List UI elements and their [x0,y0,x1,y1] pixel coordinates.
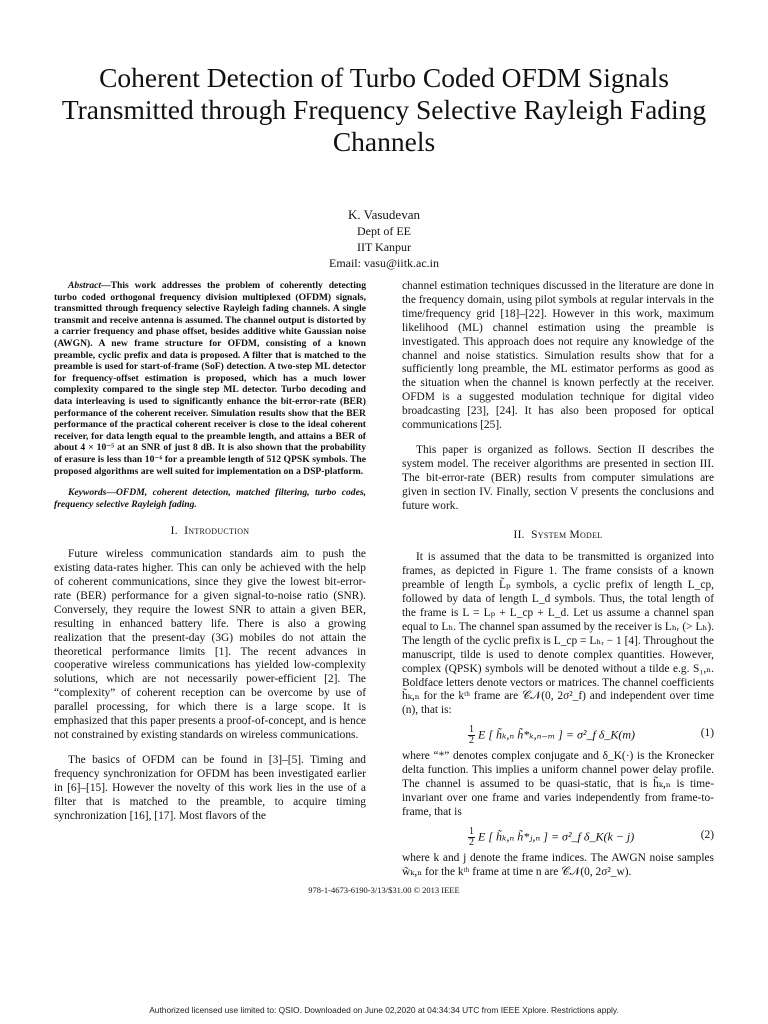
intro-paragraph-2: The basics of OFDM can be found in [3]–[5]. Timing and frequency synchronization for OFDM has been investigated earlier in [6]–[15]. However the novelty of this work lies in the use of a filter that is matched to the preamble, to acquire timing synchronization [16], [17]. Most flavors of the [54,753,366,822]
author-name: K. Vasudevan [348,207,420,222]
abstract [54,280,366,477]
keywords: Keywords—OFDM, coherent detection, matched filtering, turbo codes, frequency selective Rayleigh fading. [54,487,366,510]
author-email: Email: vasu@iitk.ac.in [328,256,440,270]
right-paragraph-2: This paper is organized as follows. Section II describes the system model. The receiver algorithms are presented in section III. The bit-error-rate (BER) results from computer simulations are given in section IV. Finally, section V presents the conclusions and future work. [402,443,714,512]
paper-title: Coherent Detection of Turbo Coded OFDM Signals Transmitted through Frequency Selective Rayleigh Fading Channels [61,62,707,157]
fraction: $\frac{1}{2}$ [469,724,474,747]
copyright-footer: 978-1-4673-6190-3/13/$31.00 © 2013 IEEE [308,885,460,895]
intro-paragraph-1: Future wireless communication standards aim to push the existing data-rates higher. This can only be achieved with the help of coherent communications, since they give the lowest bit-error-rate (BER) performance for a given signal-to-noise ratio (SNR). Conversely, they require the lowest SNR to attain a given BER, resulting in enhanced battery life. There is also a growing realization that the present-day (3G) mobiles do not attain the theoretical performance limits [1]. The recent advances in cooperative wireless communications has yielded low-complexity solutions, which are not necessarily power-efficient [2]. The “complexity” of coherent reception can be overcome by use of parallel processing, for which there is a large scope. It is emphasized that this paper presents a proof-of-concept, and is hence not constrained by existing standards on wireless communications. [54,548,366,741]
system-paragraph-2: where “*” denotes complex conjugate and δ_K(·) is the Kronecker delta function. This implies a uniform channel power delay profile. The channel is assumed to be quasi-static, that is h̃ₖ,ₙ is time-invariant over one frame and varies independently from frame-to-frame, that is [402,750,714,818]
fraction: $\frac{1}{2}$ [469,825,474,848]
system-paragraph-1: It is assumed that the data to be transmitted is organized into frames, as depicted in Figure 1. The frame consists of a known preamble of length L̃ₚ symbols, a cyclic prefix of length L_cp, followed by data of length L_d symbols. Thus, the total length of the frame is L = Lₚ + L_cp + L_d. Let us assume a channel span equal to Lₕ. The channel span assumed by the receiver is Lₕᵣ (> Lₕ). The length of the cyclic prefix is L_cp = Lₕᵣ − 1 [4]. Throughout the manuscript, tilde is used to denote complex quantities. However, complex (QPSK) symbols will be denoted without a tilde e.g. S₁,ₙ. Boldface letters denote vectors or matrices. The channel coefficients h̃ₖ,ₙ for the kᵗʰ frame are 𝒞𝒩(0, 2σ²_f) and independent over time (n), that is: [402,551,714,717]
author-institute: IIT Kanpur [356,240,412,254]
system-paragraph-3: where k and j denote the frame indices. The AWGN noise samples w̃ₖ,ₙ for the kᵗʰ frame at time n are 𝒞𝒩(0, 2σ²_w). [402,851,714,878]
abstract-text: —This work addresses the problem of coherently detecting turbo coded orthogonal frequency division multiplexed (OFDM) signals, transmitted through frequency selective Rayleigh fading channels. A single transmit and receive antenna is assumed. The channel output is distorted by a carrier frequency and phase offset, besides additive white Gaussian noise (AWGN). A new frame structure for OFDM, consisting of a known preamble, cyclic prefix and data is proposed. A filter that is matched to the preamble is used for start-of-frame (SoF) detection. A two-step ML detector for frequency-offset estimation is proposed, which has a much lower complexity compared to the single step ML detector. Turbo decoding and data interleaving is used to significantly enhance the bit-error-rate (BER) performance of the coherent receiver. Simulation results show that the BER performance of the practical coherent receiver is close to the ideal coherent receiver, for data length equal to the preamble length, and attains a BER of about 4 × 10⁻⁵ at an SNR of just 8 dB. It is also shown that the probability of erasure is less than 10⁻⁶ for a preamble length of 512 QPSK symbols. The proposed algorithms are well suited for implementation on a DSP-platform. [54,280,366,477]
section-heading-2 [402,529,714,543]
equation-2 [402,823,714,849]
left-column [54,280,366,823]
equation-1-expression: E [ h̃ₖ,ₙ h̃*ₖ,ₙ₋ₘ ] = σ²_f δ_K(m) [478,727,636,742]
section-title: Introduction [184,525,250,538]
right-paragraph-1: channel estimation techniques discussed in the literature are done in the frequency domain, using pilot symbols at regular intervals in the time/frequency grid [18]–[22]. However in this work, maximum likelihood (ML) channel estimation using the preamble is investigated. This approach does not require any knowledge of the channel and noise statistics. Simulation results show that for a sufficiently long preamble, the ML estimator performs as good as the situation when the channel is known perfectly at the receiver. OFDM is a suggested modulation technique for digital video broadcasting [23], [24]. It has also been proposed for optical communications [25]. [402,280,714,432]
equation-2-number: (2) [700,828,714,841]
author-dept: Dept of EE [357,224,411,238]
license-notice: Authorized licensed use limited to: QSIO. Downloaded on June 02,2020 at 04:34:34 UTC from IEEE Xplore. Restrictions apply. [149,1005,619,1015]
equation-1-number: (1) [700,727,714,740]
section-number: I. [170,525,178,538]
equation-1 [402,721,714,747]
section-title: System Model [531,528,603,541]
section-number: II. [513,528,525,541]
abstract-label: Abstract [68,280,102,291]
equation-2-expression: E [ h̃ₖ,ₙ h̃*ⱼ,ₙ ] = σ²_f δ_K(k − j) [478,829,635,844]
section-heading-1 [54,525,366,539]
author-block [234,206,534,271]
right-column [402,280,714,880]
